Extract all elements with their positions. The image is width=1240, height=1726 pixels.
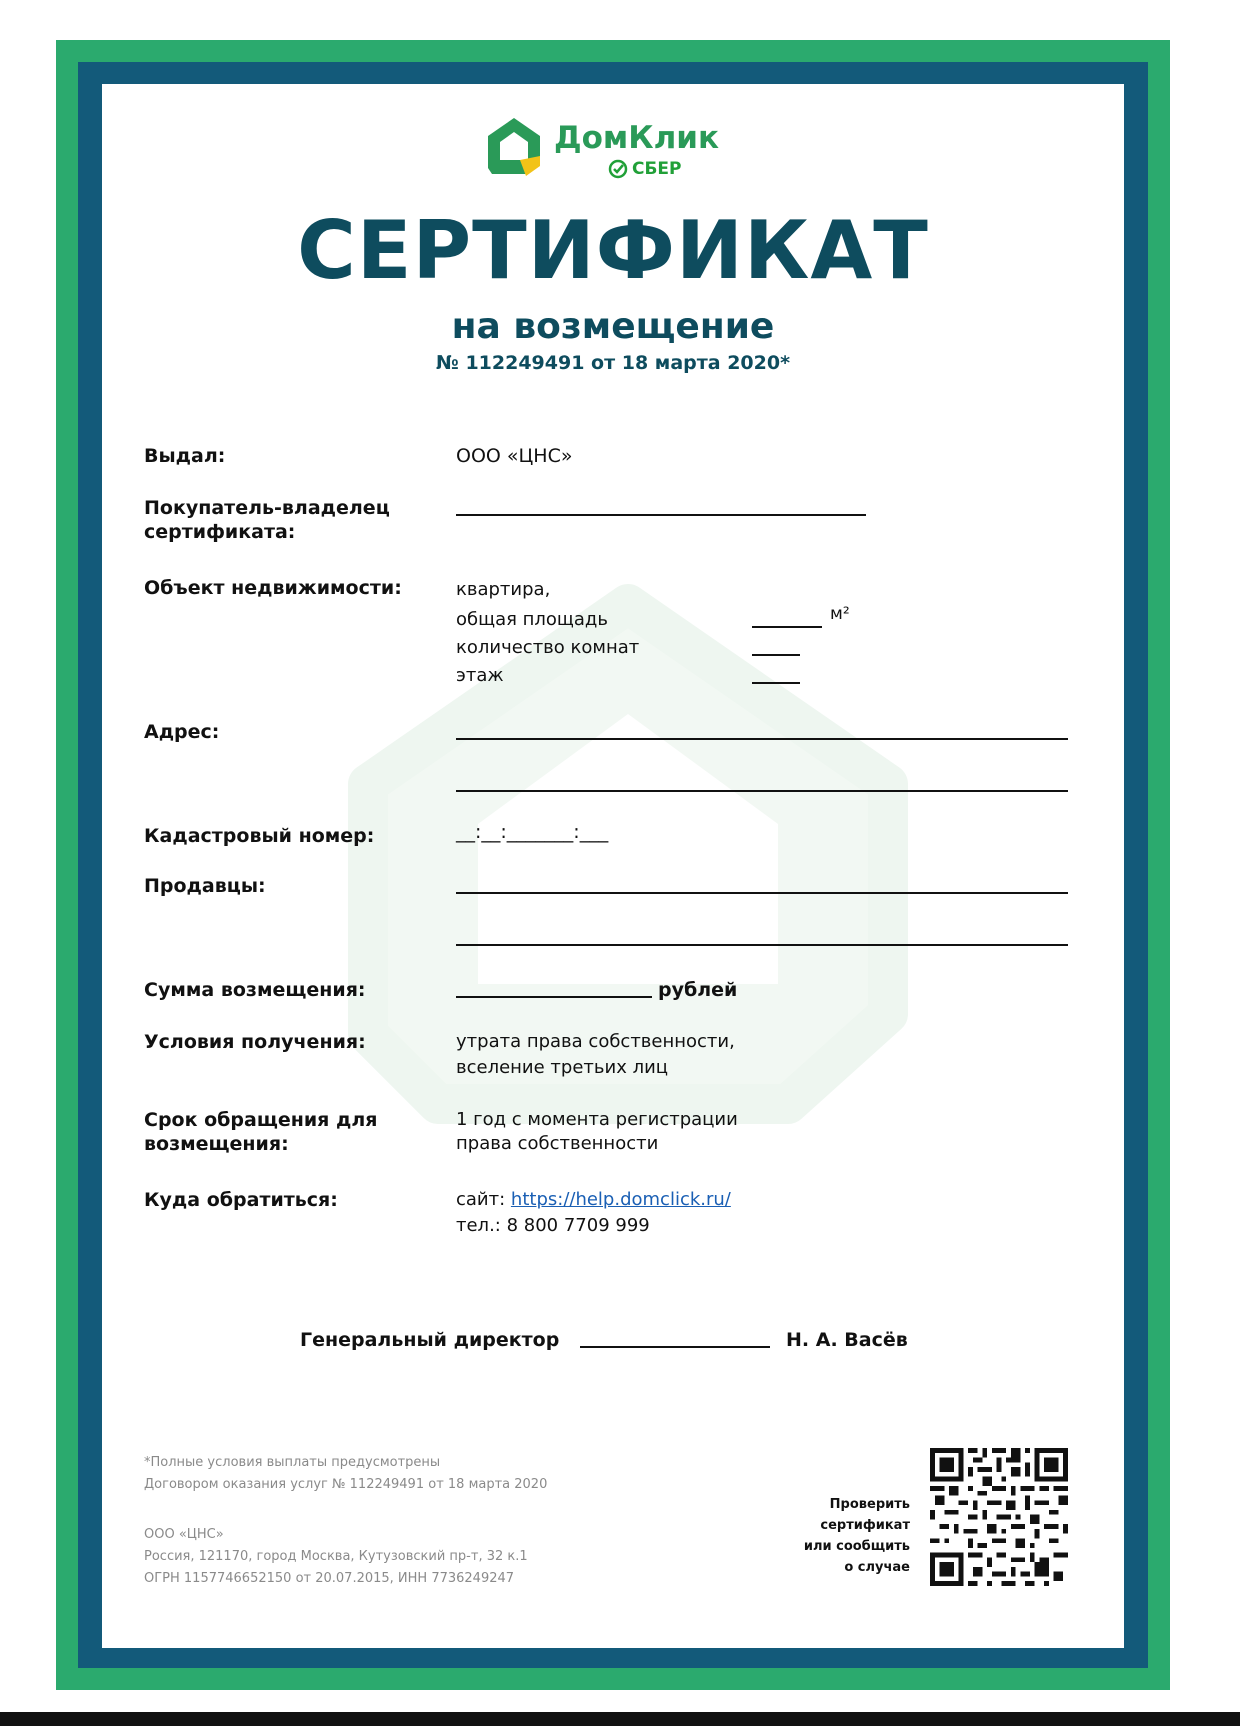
rooms-blank-line — [752, 654, 800, 656]
property-label: Объект недвижимости: — [144, 577, 402, 599]
site-row — [456, 1188, 731, 1212]
owner-blank-line — [456, 514, 866, 516]
bottom-black-bar — [0, 1712, 1240, 1726]
sellers-blank-line-2 — [456, 944, 1068, 946]
phone-row — [456, 1214, 650, 1238]
footer-address: Россия, 121170, город Москва, Кутузовский пр-т, 32 к.1 — [144, 1549, 528, 1564]
area-blank-line — [752, 626, 822, 628]
address-blank-line-2 — [456, 790, 1068, 792]
sber-check-icon — [608, 159, 628, 179]
issued-by-label: Выдал: — [144, 445, 226, 467]
qr-caption-line1: Проверить — [829, 1497, 910, 1512]
amount-unit: рублей — [658, 979, 738, 1001]
qr-caption-line3: или сообщить — [803, 1539, 910, 1554]
sellers-blank-line-1 — [456, 892, 1068, 894]
floor-blank-line — [752, 682, 800, 684]
footer-note-line1: *Полные условия выплаты предусмотрены — [144, 1455, 441, 1470]
conditions-line2: вселение третьих лиц — [456, 1057, 669, 1078]
term-label-line2: возмещения: — [144, 1133, 289, 1155]
site-label: сайт: — [456, 1189, 506, 1210]
phone-label: тел.: — [456, 1215, 501, 1236]
conditions-label: Условия получения: — [144, 1031, 366, 1053]
certificate-title: СЕРТИФИКАТ — [297, 204, 929, 297]
signature-name: Н. А. Васёв — [786, 1329, 908, 1351]
qr-caption — [692, 1494, 910, 1578]
rooms-label: количество комнат — [456, 637, 640, 658]
certificate-sheet — [102, 84, 1124, 1648]
conditions-line1: утрата права собственности, — [456, 1031, 735, 1052]
term-line1: 1 год с момента регистрации — [456, 1109, 738, 1130]
help-site-link[interactable]: https://help.domclick.ru/ — [510, 1189, 731, 1210]
address-label: Адрес: — [144, 721, 220, 743]
term-label-line1: Срок обращения для — [144, 1109, 378, 1131]
sellers-label: Продавцы: — [144, 875, 266, 897]
certificate-number: № 112249491 от 18 марта 2020* — [435, 352, 791, 374]
cadastral-template: __:__:_______:___ — [456, 821, 609, 843]
logo-name: ДомКлик — [554, 120, 720, 156]
contact-label: Куда обратиться: — [144, 1189, 338, 1211]
signature-position: Генеральный директор — [300, 1329, 560, 1351]
domclick-logo — [482, 114, 742, 184]
property-type: квартира, — [456, 579, 551, 600]
footer-note-line2: Договором оказания услуг № 112249491 от 18 марта 2020 — [144, 1477, 548, 1492]
term-line2: права собственности — [456, 1133, 659, 1154]
owner-label-line2: сертификата: — [144, 521, 296, 543]
address-blank-line-1 — [456, 738, 1068, 740]
cadastral-label: Кадастровый номер: — [144, 825, 375, 847]
qr-code-icon[interactable] — [930, 1448, 1068, 1586]
qr-caption-line4: о случае — [844, 1560, 910, 1575]
signature-blank-line — [580, 1346, 770, 1348]
sber-mark — [608, 158, 682, 180]
certificate-subtitle: на возмещение — [451, 306, 775, 347]
qr-caption-line2: сертификат — [820, 1518, 910, 1533]
footer-company: ООО «ЦНС» — [144, 1527, 224, 1542]
owner-label-line1: Покупатель-владелец — [144, 497, 390, 519]
floor-label: этаж — [456, 665, 504, 686]
amount-blank-line — [456, 996, 652, 998]
footer-registry: ОГРН 1157746652150 от 20.07.2015, ИНН 7736249247 — [144, 1571, 515, 1586]
sber-text: СБЕР — [632, 159, 682, 179]
house-logo-icon — [482, 114, 546, 178]
issued-by-value: ООО «ЦНС» — [456, 445, 573, 467]
area-unit: м² — [830, 604, 850, 624]
phone-number: 8 800 7709 999 — [506, 1215, 650, 1236]
area-label: общая площадь — [456, 609, 608, 630]
amount-label: Сумма возмещения: — [144, 979, 366, 1001]
